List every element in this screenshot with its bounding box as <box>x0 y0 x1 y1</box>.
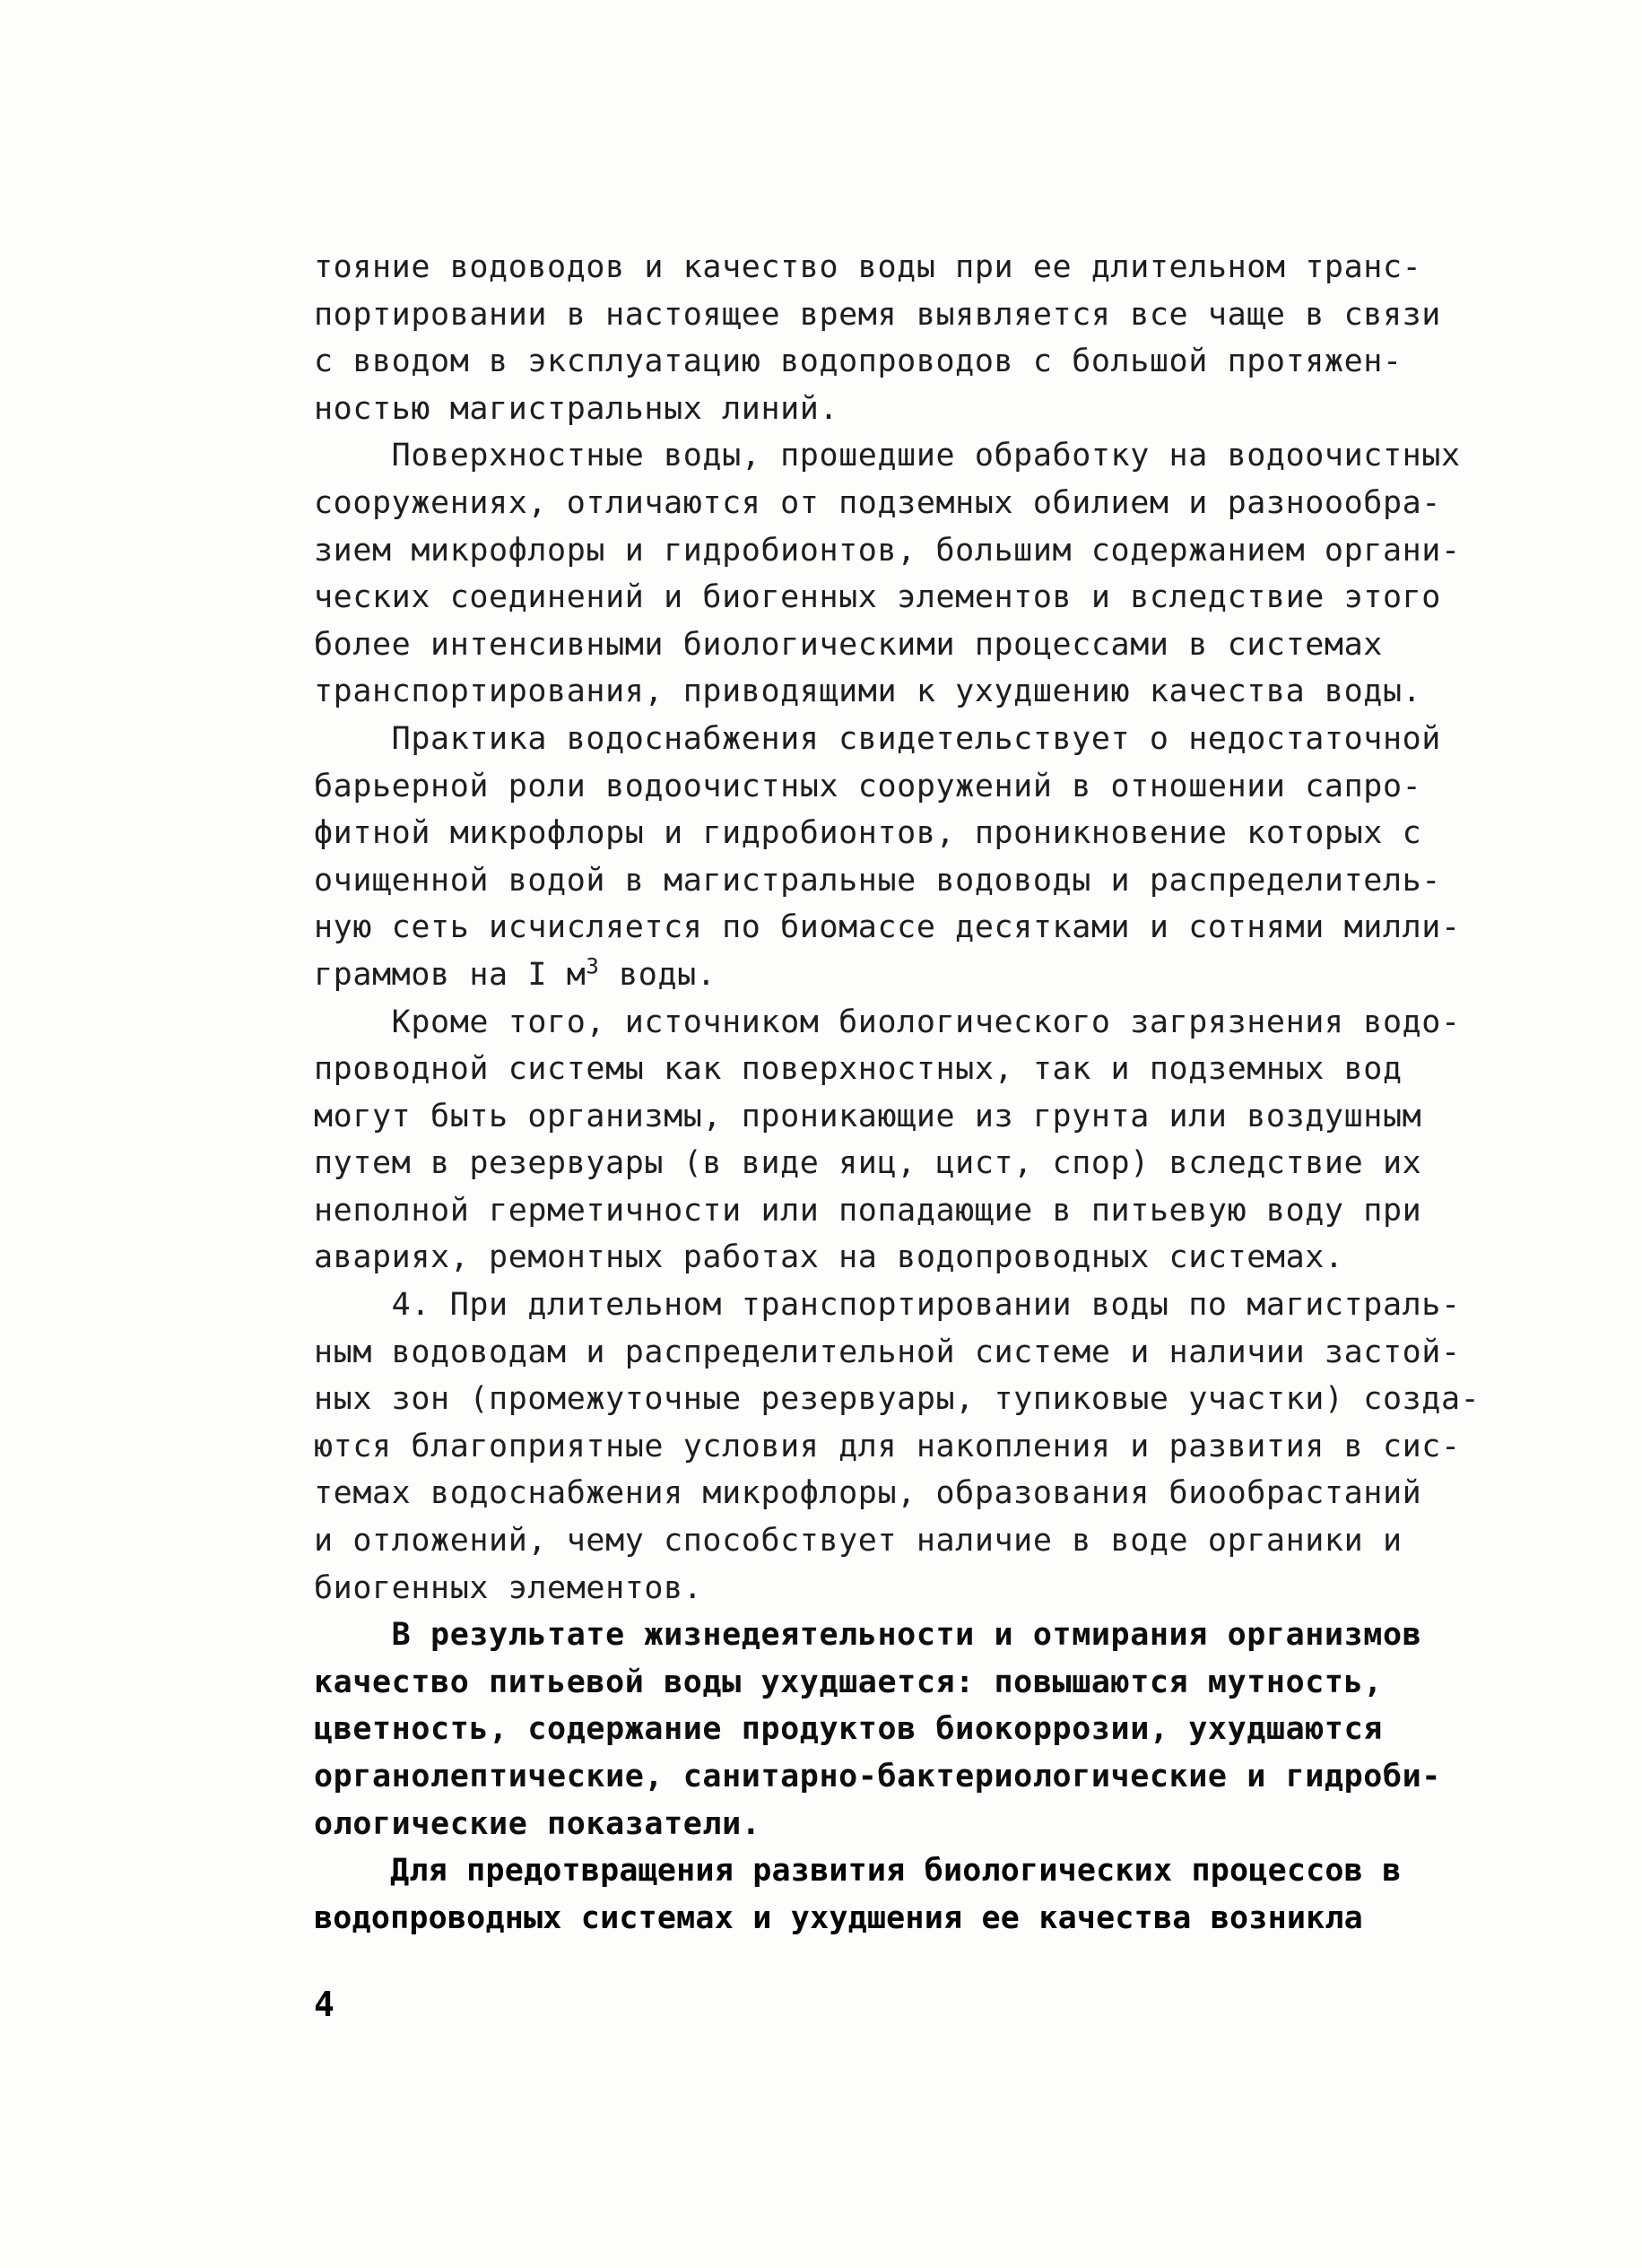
text-line: очищенной водой в магистральные водоводы и распределитель- <box>314 862 1441 899</box>
text-line: путем в резервуары (в виде яиц, цист, спор) вследствие их <box>314 1145 1422 1182</box>
text-line: Кроме того, источником биологического загрязнения водо- <box>314 1004 1461 1040</box>
text-line: ологические показатели. <box>314 1805 761 1842</box>
text-line: цветность, содержание продуктов биокоррозии, ухудшаются <box>314 1711 1383 1748</box>
text-line: водопроводных системах и ухудшения ее качества возникла <box>314 1899 1363 1936</box>
text-line: более интенсивными биологическими процессами в системах <box>314 626 1383 663</box>
text-line: авариях, ремонтных работах на водопроводных системах. <box>314 1239 1344 1276</box>
text-line: ются благоприятные условия для накопления и развития в сис- <box>314 1428 1461 1464</box>
text-line-with-superscript <box>314 952 1462 999</box>
text-line: проводной системы как поверхностных, так и подземных вод <box>314 1051 1403 1088</box>
text-line: транспортирования, приводящими к ухудшению качества воды. <box>314 673 1422 710</box>
text-line: Для предотвращения развития биологических процессов в <box>314 1853 1402 1890</box>
text-line: неполной герметичности или попадающие в питьевую воду при <box>314 1192 1422 1229</box>
superscript: 3 <box>586 953 600 979</box>
page-number: 4 <box>314 1985 334 2024</box>
text-line: портировании в настоящее время выявляется все чаще в связи <box>314 296 1441 333</box>
text-line: ностью магистральных линий. <box>314 390 839 427</box>
text-line: биогенных элементов. <box>314 1569 703 1606</box>
text-line: темах водоснабжения микрофлоры, образования биообрастаний <box>314 1475 1422 1512</box>
text-line: ных зон (промежуточные резервуары, тупиковые участки) созда- <box>314 1381 1481 1418</box>
text-fragment: воды. <box>599 956 717 993</box>
text-line: качество питьевой воды ухудшается: повышаются мутность, <box>314 1664 1383 1700</box>
text-line: Практика водоснабжения свидетельствует о недостаточной <box>314 720 1441 757</box>
text-line: В результате жизнедеятельности и отмирания организмов <box>314 1617 1422 1654</box>
text-line: фитной микрофлоры и гидробионтов, проникновение которых с <box>314 815 1422 852</box>
text-line: ческих соединений и биогенных элементов и вследствие этого <box>314 579 1441 616</box>
text-line: могут быть организмы, проникающие из грунта или воздушным <box>314 1098 1422 1134</box>
text-line: ную сеть исчисляется по биомассе десятками и сотнями милли- <box>314 909 1461 946</box>
text-fragment: граммов на I м <box>314 956 586 993</box>
text-line: зием микрофлоры и гидробионтов, большим содержанием органи- <box>314 532 1461 569</box>
text-line: 4. При длительном транспортировании воды по магистраль- <box>314 1287 1461 1324</box>
text-line: сооружениях, отличаются от подземных обилием и разноообра- <box>314 484 1441 521</box>
text-line: и отложений, чему способствует наличие в воде органики и <box>314 1523 1403 1560</box>
text-line: Поверхностные воды, прошедшие обработку на водоочистных <box>314 438 1461 474</box>
text-line: барьерной роли водоочистных сооружений в отношении сапро- <box>314 768 1422 804</box>
text-line: ным водоводам и распределительной системе и наличии застой- <box>314 1334 1461 1370</box>
text-line: тояние водоводов и качество воды при ее длительном транс- <box>314 249 1422 285</box>
text-line: органолептические, санитарно-бактериологические и гидроби- <box>314 1759 1441 1794</box>
text-line: с вводом в эксплуатацию водопроводов с большой протяжен- <box>314 343 1403 380</box>
body-text <box>314 244 1481 1942</box>
